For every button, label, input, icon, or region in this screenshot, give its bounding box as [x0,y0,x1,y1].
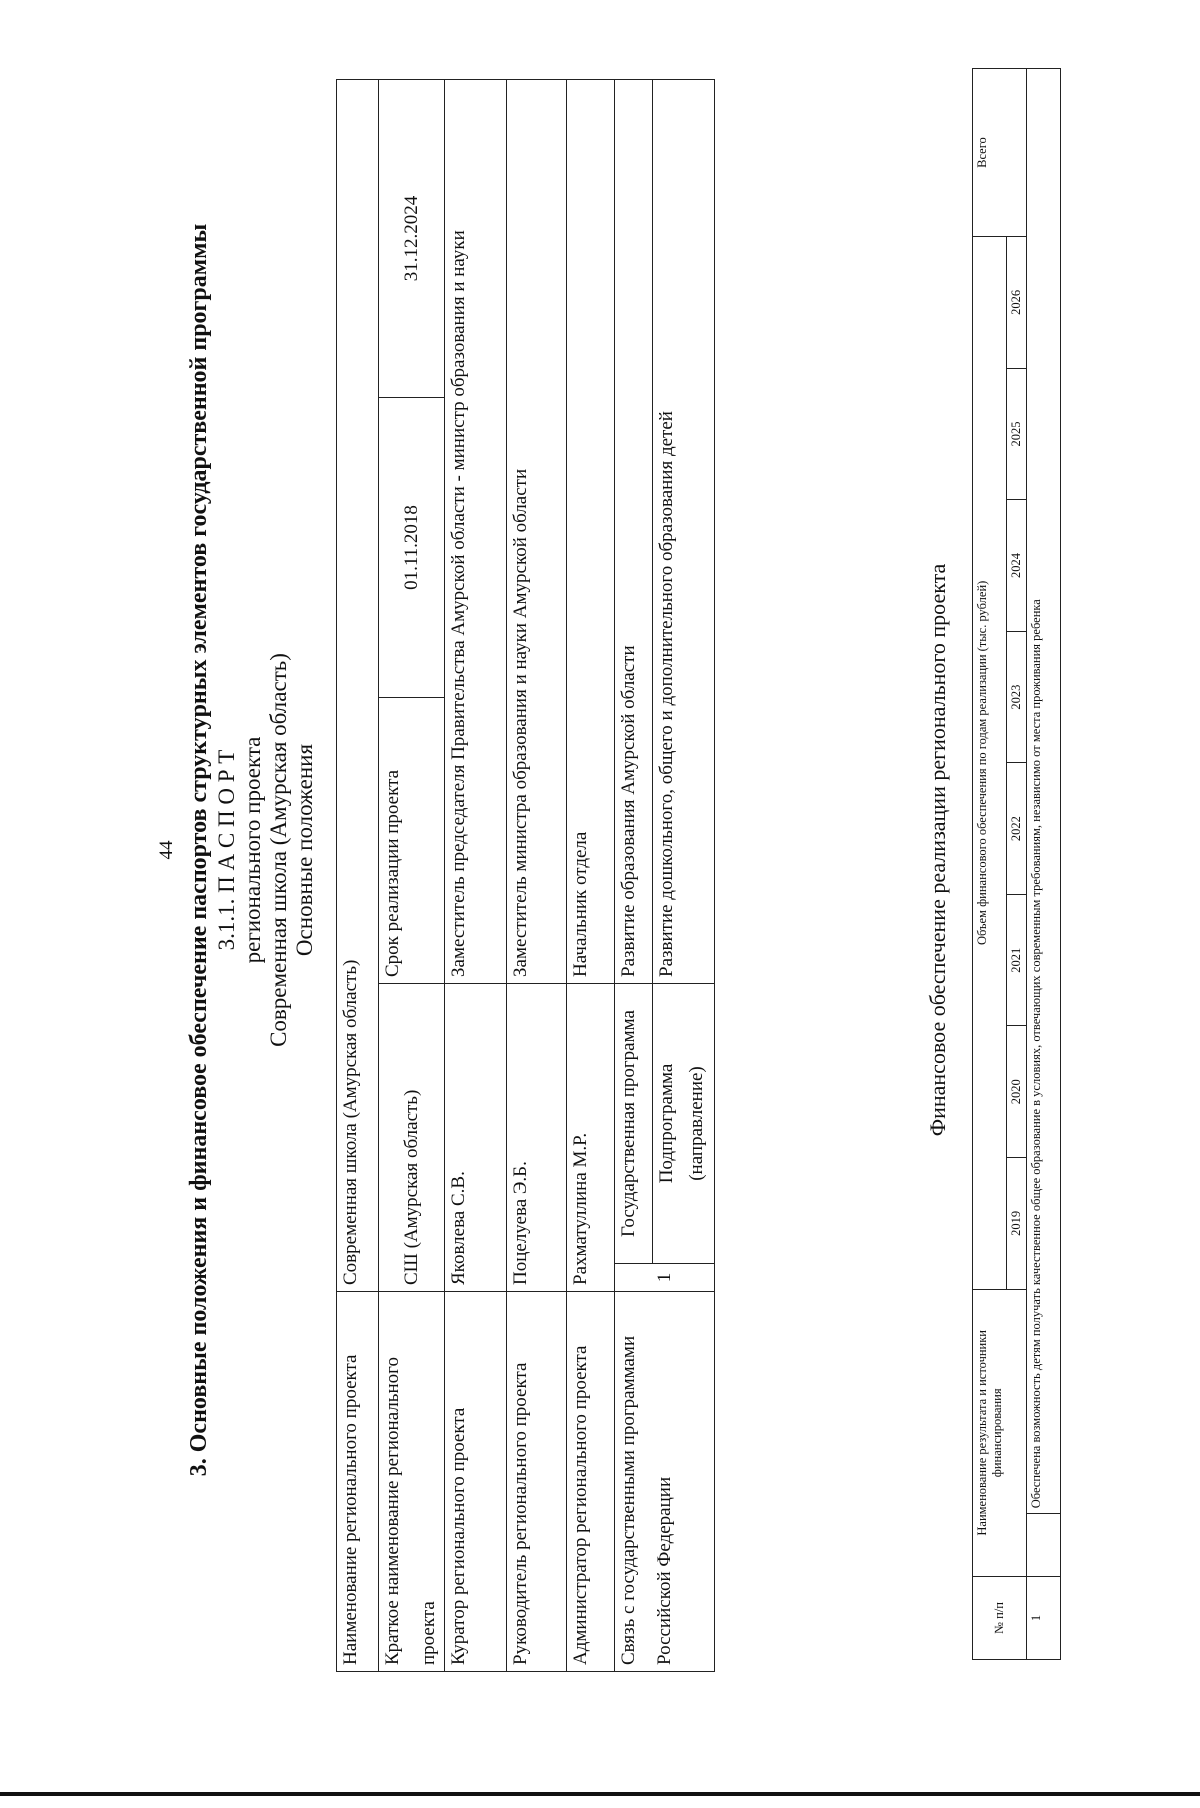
table-row [379,79,445,1671]
empty-cell [1027,1514,1061,1577]
finance-header-row [973,69,1007,1660]
row-label: Связь с государственными программами Российской Федерации [615,1292,715,1672]
finance-result-row [1027,69,1061,1660]
admin-role: Начальник отдела [567,79,615,983]
row-value: СШ (Амурская область) [379,984,445,1292]
passport-subtitle-3: Основные положения [292,743,317,957]
state-program-label: Государственная программа [615,984,653,1264]
year-cell: 2023 [1007,631,1027,763]
main-passport-table [336,79,715,1672]
curator-role: Заместитель председателя Правительства Амурской области - министр образования и науки [445,79,507,983]
year-cell: 2024 [1007,500,1027,632]
term-label: Срок реализации проекта [379,698,445,984]
year-cell: 2021 [1007,894,1027,1026]
row-value: Современная школа (Амурская область) [337,79,379,1291]
table-row [507,79,567,1671]
year-cell: 2025 [1007,368,1027,500]
passport-title: 3.1.1. П А С П О Р Т [214,749,239,951]
head-role: Заместитель министра образования и науки Амурской области [507,79,567,983]
row-label: Куратор регионального проекта [445,1292,507,1672]
col-total-header: Всего [973,69,1027,237]
table-row [567,79,615,1671]
col-volume-header: Объем финансового обеспечения по годам реализации (тыс. рублей) [973,237,1007,1290]
start-date: 01.11.2018 [379,398,445,698]
program-number: 1 [615,1264,715,1292]
footer-rule [0,1792,1200,1796]
rotated-page [156,0,1200,1700]
admin-name: Рахматуллина М.Р. [567,984,615,1292]
end-date: 31.12.2024 [379,79,445,397]
year-cell: 2020 [1007,1026,1027,1158]
row-label: Руководитель регионального проекта [507,1292,567,1672]
state-program-value: Развитие образования Амурской области [615,79,653,983]
table-row [615,79,653,1671]
section-heading: 3. Основные положения и финансовое обеспечение паспортов структурных элементов государственной программы [186,223,212,1477]
col-name-header: Наименование результата и источники финансирования [973,1289,1027,1576]
table-row [445,79,507,1671]
row-label: Наименование регионального проекта [337,1292,379,1672]
year-cell: 2019 [1007,1158,1027,1290]
page-number: 44 [156,840,177,860]
subprogram-label: Подпрограмма (направление) [653,984,715,1264]
row-label: Краткое наименование регионального проекта [379,1292,445,1672]
result-text: Обеспечена возможность детям получать качественное общее образование в условиях, отвечающих современным требованиям, независимо от места проживания ребенка [1027,69,1061,1514]
year-cell: 2026 [1007,237,1027,369]
subprogram-value: Развитие дошкольного, общего и дополнительного образования детей [653,79,715,983]
row-label: Администратор регионального проекта [567,1292,615,1672]
finance-title: Финансовое обеспечение реализации регионального проекта [925,563,950,1137]
passport-subtitle-2: Современная школа (Амурская область) [266,653,291,1047]
head-name: Поцелуева Э.Б. [507,984,567,1292]
col-num-header: № п/п [973,1577,1027,1660]
table-row [337,79,379,1671]
curator-name: Яковлева С.В. [445,984,507,1292]
row-number: 1 [1027,1577,1061,1660]
passport-subtitle-1: регионального проекта [240,736,265,964]
finance-table [972,68,1061,1660]
year-cell: 2022 [1007,763,1027,895]
